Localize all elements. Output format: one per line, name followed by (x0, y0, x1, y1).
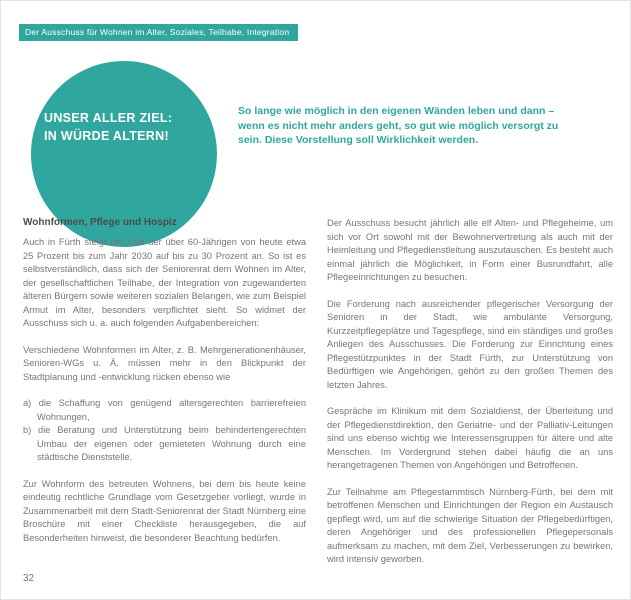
list-item-b: b) die Beratung und Unterstützung beim behindertengerechten Umbau der eigenen oder gemieteten Wohnung durch eine städtische Dienststelle. (23, 425, 306, 462)
body-paragraph: Auch in Fürth steigt die Zahl der über 60-Jährigen von heute etwa 25 Prozent bis zum Jahr 2030 auf bis zu 30 Prozent an. So ist es selbstverständlich, dass sich der Seniorenrat dem Wohnen im Alter, der gesellschaftlichen Teilhabe, der Integration von zugewanderten älteren Bürgern sowie weiteren sozialen Belangen, wie zum Beispiel Armut im Alter, besonders verpflichtet sieht. So widmet der Ausschuss sich u. a. auch folgenden Aufgabenbereichen: (23, 237, 306, 328)
page-number: 32 (23, 573, 35, 584)
body-paragraph: Die Forderung nach ausreichender pflegerischer Versorgung der Senioren in der Stadt, wie ambulante Versorgung, Kurzzeitpflegeplätze und Tagespflege, sind ein ständiges und großes Anliegen des Ausschusses. Die Forderung zur Einrichtung eines Pflegestützpunktes in der Stadt Fürth, zur Unterstützung von Bedürftigen wie Angehörigen, gehört zu den großen Themen des letzten Jahres. (327, 298, 613, 390)
body-paragraph: Der Ausschuss besucht jährlich alle elf Alten- und Pflegeheime, um sich vor Ort sowohl mit der Bewohnervertretung als auch mit der Heimleitung und Pflegedienstleitung auszutauschen. Es besteht auch einmal jährlich die Möglichkeit, in Form einer Busrundfahrt, alle Pflegeeinrichtungen zu besuchen. (327, 218, 613, 282)
left-column (23, 217, 306, 558)
goal-circle-line1: UNSER ALLER ZIEL: (44, 111, 173, 125)
body-paragraph: Zur Teilnahme am Pflegestammtisch Nürnberg-Fürth, bei dem mit betroffenen Menschen und Einrichtungen der Region ein Austausch gepflegt wird, um auf die schwierige Situation der Pflegebedürftigen, deren Angehöriger und des professionellen Pflegepersonals aufmerksam zu machen, mit dem Ziel, Verbesserungen zu bewirken, wird intensiv geworben. (327, 486, 613, 564)
right-column (327, 217, 613, 580)
body-paragraph: Gespräche im Klinikum mit dem Sozialdienst, der Überleitung und der Pflegedienstdirektion, den Geriatrie- und der Palliativ-Leitungen sind uns ebenso wichtig wie Interessensgruppen für ältere und alte Menschen. Im Vordergrund stehen dabei häufig die an uns herangetragenen Themen von Angehörigen und Betroffenen. (327, 406, 613, 470)
goal-circle-text (44, 110, 172, 145)
list-item-a: a) die Schaffung von genügend altersgerechten barrierefreien Wohnungen, (23, 398, 306, 422)
chapter-header-label: Der Ausschuss für Wohnen im Alter, Soziales, Teilhabe, Integration (25, 27, 290, 37)
task-list (23, 397, 306, 465)
intro-statement: So lange wie möglich in den eigenen Wänden leben und dann – wenn es nicht mehr anders geht, so gut wie möglich versorgt zu sein. Diese Vorstellung soll Wirklichkeit werden. (238, 105, 559, 146)
body-paragraph: Verschiedene Wohnformen im Alter, z. B. Mehrgenerationenhäuser, Senioren-WGs u. Ä. müssen mehr in den Blickpunkt der Stadtplanung und -entwicklung rücken ebenso wie (23, 344, 306, 382)
goal-circle-line2: IN WÜRDE ALTERN! (44, 128, 169, 143)
section-heading: Wohnformen, Pflege und Hospiz (23, 217, 177, 228)
chapter-header-bar (19, 24, 298, 41)
body-paragraph: Zur Wohnform des betreuten Wohnens, bei dem bis heute keine eindeutig rechtliche Grundlage vom Gesetzgeber vorliegt, wurde in Zusammenarbeit mit dem Stadt-Seniorenrat der Stadt Nürnberg eine Broschüre mit einer Checkliste herausgegeben, die auf Besonderheiten hinweist, die besonderer Beachtung bedürfen. (23, 478, 306, 543)
